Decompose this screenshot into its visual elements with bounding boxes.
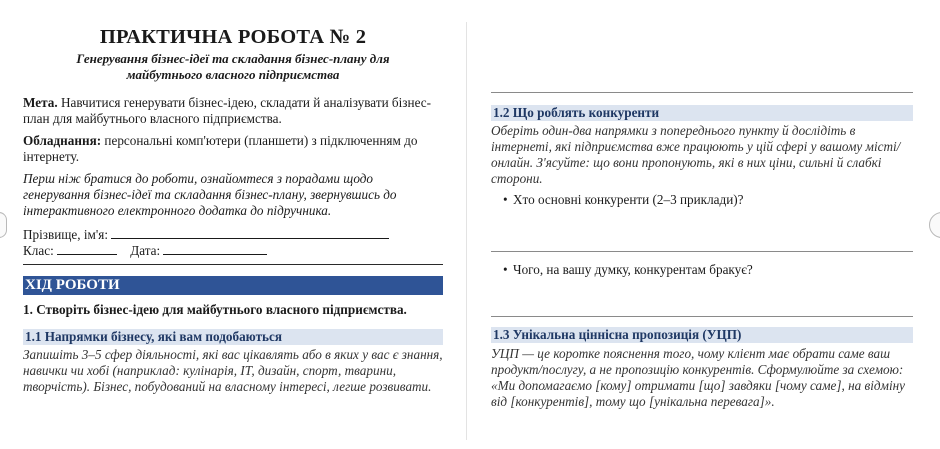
subsection-1-2-text: Оберіть один-два напрямки з попереднього пункту й дослідіть в інтернеті, які підприємства вже працюють у цій сфері у вашому місті/онлайн. З'ясуйте: що вони пропонують, які в них ціни, сильні й слабкі сторони. (491, 123, 901, 186)
instruction-note: Перш ніж братися до роботи, ознайомтеся з порадами щодо генерування бізнес-ідеї та складання бізнес-плану, звернувшись до інтерактивного електронного додатка до підручника. (23, 171, 397, 218)
bullet-gaps-text: Чого, на вашу думку, конкурентам бракує? (513, 262, 753, 277)
bullet-competitors (491, 192, 913, 208)
subsection-1-1-heading: 1.1 Напрямки бізнесу, які вам подобаються (23, 329, 443, 345)
answer-line-3[interactable] (491, 316, 913, 317)
answer-line-1 (491, 92, 913, 93)
step1-text: 1. Створіть бізнес-ідею для майбутнього власного підприємства. (23, 302, 407, 317)
date-field[interactable] (163, 243, 267, 255)
goal-text: Навчитися генерувати бізнес-ідею, складати й аналізувати бізнес-план для майбутнього власного підприємства. (23, 95, 431, 126)
bullet-gaps (491, 262, 913, 278)
goal-label: Мета. (23, 95, 58, 110)
bullet-dot: • (503, 262, 508, 277)
subsection-1-3-heading: 1.3 Унікальна ціннісна пропозиція (УЦП) (491, 327, 913, 343)
document-subtitle-line1: Генерування бізнес-ідеї та складання бізнес-плану для (76, 51, 390, 66)
procedure-heading: ХІД РОБОТИ (23, 276, 443, 295)
equipment-label: Обладнання: (23, 133, 102, 148)
class-date-row (23, 243, 443, 259)
name-row (23, 227, 443, 243)
answer-line-2[interactable] (491, 251, 913, 252)
class-field[interactable] (57, 243, 117, 255)
page-divider (466, 22, 467, 440)
date-label: Дата: (130, 243, 161, 258)
name-field[interactable] (111, 227, 389, 239)
subsection-1-1-text: Запишіть 3–5 сфер діяльності, які вас цікавлять або в яких у вас є знання, навички чи хобі (наприклад: кулінарія, ІТ, дизайн, спорт, тварини, творчість). Бізнес, побудований на власному інтересі, легше розвивати. (23, 347, 443, 394)
document-title: ПРАКТИЧНА РОБОТА № 2 (99, 26, 367, 48)
class-label: Клас: (23, 243, 54, 258)
subsection-1-2-heading: 1.2 Що роблять конкуренти (491, 105, 913, 121)
name-label: Прізвище, ім'я: (23, 227, 108, 242)
subsection-1-3-text: УЦП — це коротке пояснення того, чому клієнт має обрати саме ваш продукт/послугу, а не пропозицію конкурентів. Сформулюйте за схемою: «Ми допомагаємо [кому] отримати [що] завдяки [чому саме], на відміну від [конкурентів], тому що [унікальна перевага]». (491, 346, 906, 409)
document-subtitle-line2: майбутнього власного підприємства (126, 67, 340, 82)
equipment-paragraph (23, 133, 443, 165)
left-column (23, 24, 443, 395)
previous-page-handle[interactable] (0, 212, 7, 238)
bullet-competitors-text: Хто основні конкуренти (2–3 приклади)? (513, 192, 744, 207)
next-page-handle[interactable] (929, 212, 940, 238)
goal-paragraph (23, 95, 443, 127)
equipment-text: персональні комп'ютери (планшети) з підключенням до інтернету. (23, 133, 418, 164)
bullet-dot: • (503, 192, 508, 207)
header-divider (23, 264, 443, 265)
right-column (491, 92, 913, 410)
